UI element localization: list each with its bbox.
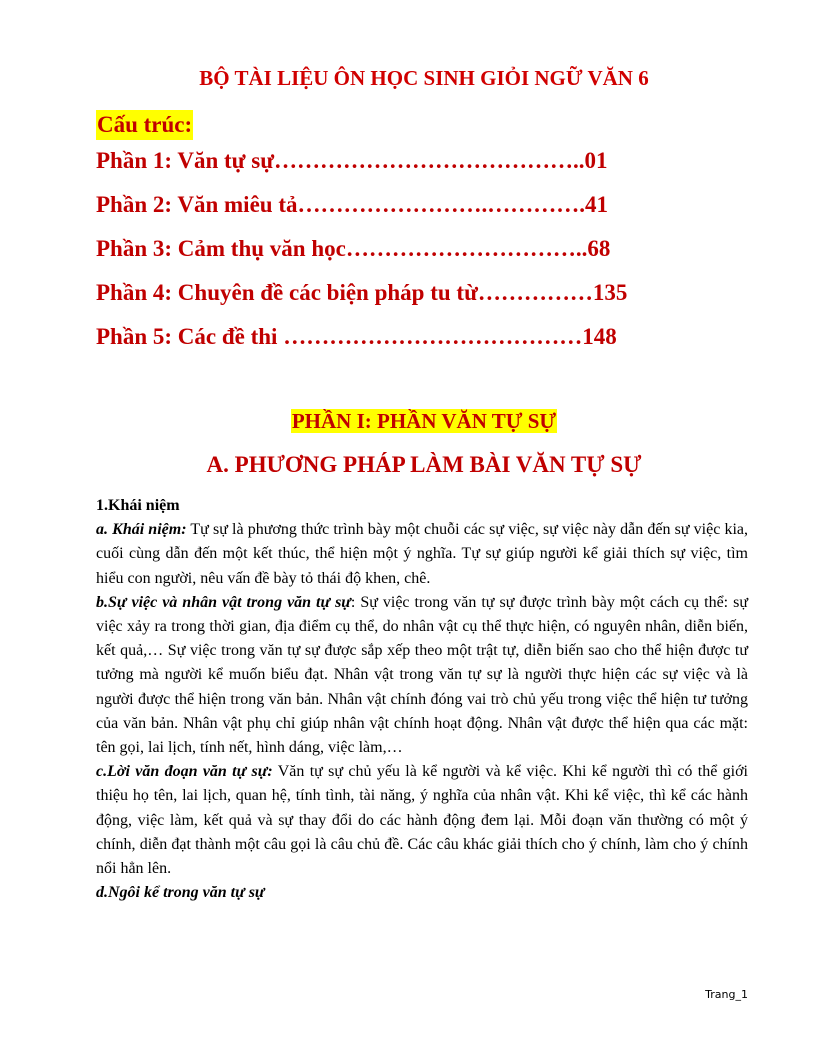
paragraph-body: Tự sự là phương thức trình bày một chuỗi các sự việc, sự việc này dẫn đến sự việc kia, cuối cùng dẫn đến một kết thúc, thể hiện một ý nghĩa. Tự sự giúp người kể giải thích sự việc, tìm hiểu con người, nêu vấn đề bày tỏ thái độ khen, chê. [96,521,748,587]
paragraph-heading: d.Ngôi kể trong văn tự sự [96,884,265,902]
paragraph-heading: c.Lời văn đoạn văn tự sự: [96,763,273,781]
body-text [96,494,748,905]
toc-item-part-3: Phần 3: Cảm thụ văn học…………………………..68 [96,236,611,261]
paragraph-body: Văn tự sự chủ yếu là kể người và kể việc. Khi kể người thì có thể giới thiệu họ tên, lai lịch, quan hệ, tính tình, tài năng, ý nghĩa của nhân vật. Khi kể việc, thì kể các hành động, việc làm, kết quả và sự thay đổi do các hành động đem lại. Mỗi đoạn văn thường có một ý chính, diễn đạt thành một câu gọi là câu chủ đề. Các câu khác giải thích cho ý chính, làm cho ý chính nổi hẳn lên. [96,763,748,878]
page-number: Trang_1 [705,988,748,1001]
toc-item-part-1: Phần 1: Văn tự sự…………………………………..01 [96,148,608,173]
paragraph-point-of-view [96,881,748,905]
toc-item-part-5: Phần 5: Các đề thi …………………………………148 [96,324,617,349]
paragraph-heading: a. Khái niệm: [96,521,187,539]
concept-title: 1.Khái niệm [96,497,180,514]
paragraph-definition [96,518,748,591]
part-heading-text: PHẦN I: PHẦN VĂN TỰ SỰ [291,409,557,433]
paragraph-events-characters [96,591,748,760]
section-heading: A. PHƯƠNG PHÁP LÀM BÀI VĂN TỰ SỰ [206,452,642,477]
structure-label: Cấu trúc: [96,110,193,140]
paragraph-heading: b.Sự việc và nhân vật trong văn tự sự [96,593,351,611]
toc-item-part-2: Phần 2: Văn miêu tả…………………….………….41 [96,192,608,217]
part-heading [96,409,752,434]
paragraph-narrative-language [96,760,748,881]
toc-item-part-4: Phần 4: Chuyên đề các biện pháp tu từ……………135 [96,280,628,305]
paragraph-body: : Sự việc trong văn tự sự được trình bày một cách cụ thể: sự việc xảy ra trong thời gian, địa điểm cụ thể, do nhân vật cụ thể thực hiện, có nguyên nhân, diễn biến, kết quả,… Sự việc trong văn tự sự được sắp xếp theo một trật tự, diễn biến sao cho thể hiện được tư tưởng mà người kể muốn biểu đạt. Nhân vật trong văn tự sự là người thực hiện các sự việc và là người được thể hiện trong văn bản. Nhân vật chính đóng vai trò chủ yếu trong việc thể hiện tư tưởng của văn bản. Nhân vật phụ chỉ giúp nhân vật chính hoạt động. Nhân vật được thể hiện qua các mặt: tên gọi, lai lịch, tính nết, hình dáng, việc làm,… [96,593,748,757]
document-title: BỘ TÀI LIỆU ÔN HỌC SINH GIỎI NGỮ VĂN 6 [199,66,649,90]
